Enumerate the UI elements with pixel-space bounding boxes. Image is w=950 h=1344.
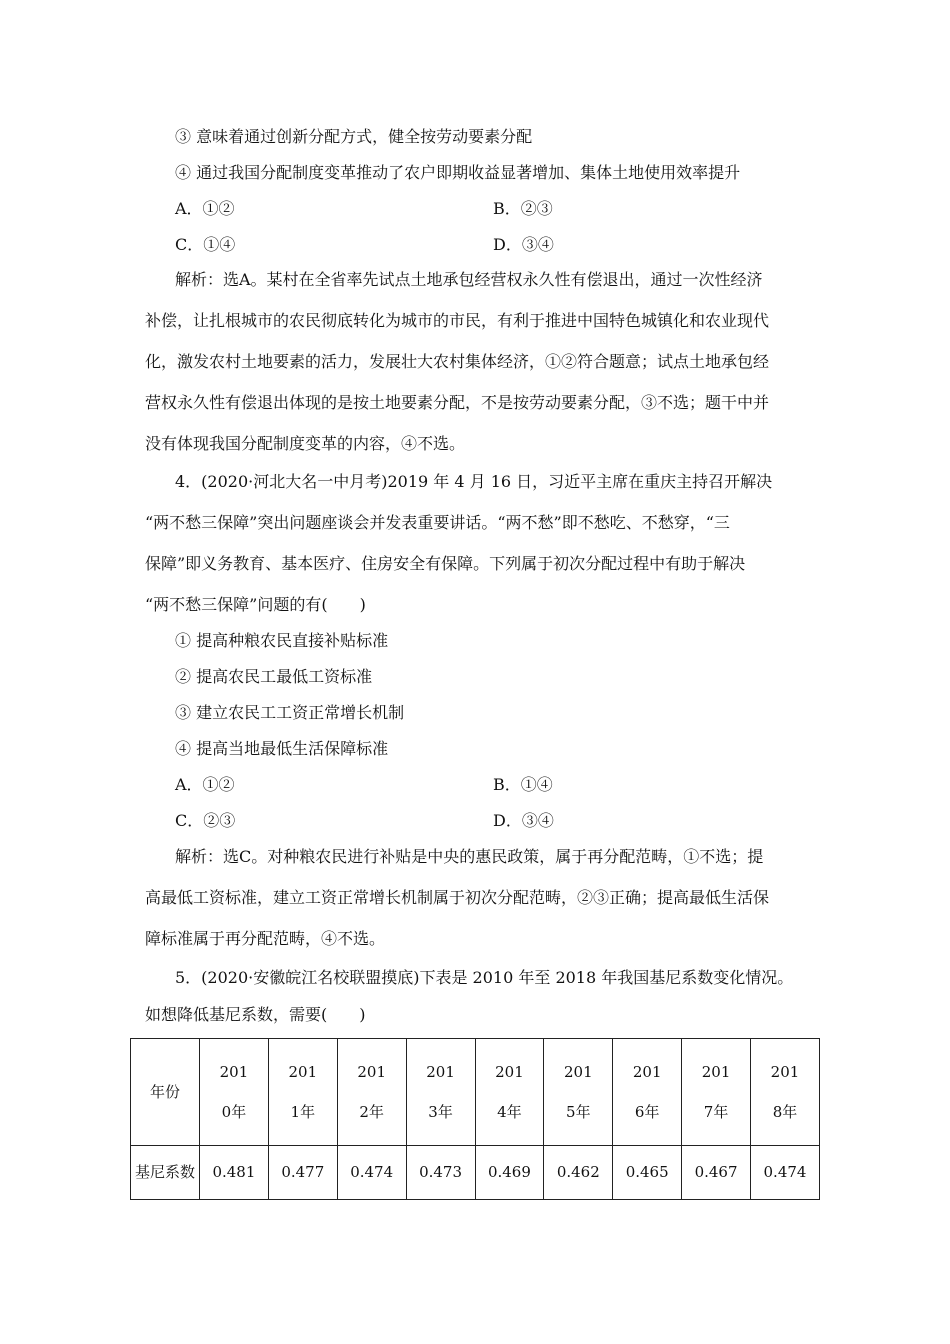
q3-analysis-line: 补偿，让扎根城市的农民彻底转化为城市的市民，有利于推进中国特色城镇化和农业现代 bbox=[145, 311, 770, 330]
q4-item-2: ② 提高农民工最低工资标准 bbox=[175, 667, 373, 686]
q4-analysis-line: 高最低工资标准，建立工资正常增长机制属于初次分配范畴，②③正确；提高最低生活保 bbox=[145, 888, 770, 907]
table-header-cell: 年份 bbox=[131, 1039, 200, 1146]
year-cell: 2016年 bbox=[613, 1039, 682, 1146]
q4-option-c: C．②③ bbox=[175, 811, 236, 830]
year-cell: 2015年 bbox=[544, 1039, 613, 1146]
q3-item-4: ④ 通过我国分配制度变革推动了农户即期收益显著增加、集体土地使用效率提升 bbox=[175, 163, 741, 182]
q4-stem-line: 保障”即义务教育、基本医疗、住房安全有保障。下列属于初次分配过程中有助于解决 bbox=[145, 554, 746, 573]
year-cell: 2013年 bbox=[406, 1039, 475, 1146]
q5-stem-line: 5．(2020·安徽皖江名校联盟摸底)下表是 2010 年至 2018 年我国基尼系数变化情况。 bbox=[175, 968, 794, 987]
q4-item-4: ④ 提高当地最低生活保障标准 bbox=[175, 739, 389, 758]
year-cell: 2011年 bbox=[268, 1039, 337, 1146]
q3-option-b: B．②③ bbox=[493, 199, 553, 218]
q3-option-a: A．①② bbox=[175, 199, 235, 218]
year-cell: 2012年 bbox=[337, 1039, 406, 1146]
q4-stem-line: “两不愁三保障”突出问题座谈会并发表重要讲话。“两不愁”即不愁吃、不愁穿，“三 bbox=[145, 513, 730, 532]
table-header-cell: 基尼系数 bbox=[131, 1145, 200, 1199]
q5-stem-line: 如想降低基尼系数，需要( ) bbox=[145, 1005, 366, 1024]
gini-value-cell: 0.473 bbox=[406, 1145, 475, 1199]
table-row bbox=[131, 1145, 820, 1199]
q4-stem-line: 4．(2020·河北大名一中月考)2019 年 4 月 16 日，习近平主席在重庆主持召开解决 bbox=[175, 472, 773, 491]
q3-option-d: D．③④ bbox=[493, 235, 554, 254]
year-cell: 2018年 bbox=[751, 1039, 820, 1146]
gini-value-cell: 0.474 bbox=[337, 1145, 406, 1199]
gini-value-cell: 0.474 bbox=[751, 1145, 820, 1199]
q4-analysis-line: 解析：选C。对种粮农民进行补贴是中央的惠民政策，属于再分配范畴，①不选；提 bbox=[175, 847, 764, 866]
gini-value-cell: 0.477 bbox=[268, 1145, 337, 1199]
gini-value-cell: 0.467 bbox=[682, 1145, 751, 1199]
q4-option-b: B．①④ bbox=[493, 775, 553, 794]
q4-option-d: D．③④ bbox=[493, 811, 554, 830]
year-cell: 2017年 bbox=[682, 1039, 751, 1146]
q4-option-a: A．①② bbox=[175, 775, 235, 794]
q4-stem-line: “两不愁三保障”问题的有( ) bbox=[145, 595, 366, 614]
gini-value-cell: 0.462 bbox=[544, 1145, 613, 1199]
q4-analysis-line: 障标准属于再分配范畴，④不选。 bbox=[145, 929, 386, 948]
gini-table bbox=[130, 1038, 820, 1200]
q3-option-c: C．①④ bbox=[175, 235, 236, 254]
q3-analysis-line: 营权永久性有偿退出体现的是按土地要素分配，不是按劳动要素分配，③不选；题干中并 bbox=[145, 393, 770, 412]
year-cell: 2014年 bbox=[475, 1039, 544, 1146]
q3-analysis-line: 解析：选A。某村在全省率先试点土地承包经营权永久性有偿退出，通过一次性经济 bbox=[175, 270, 763, 289]
q3-item-3: ③ 意味着通过创新分配方式，健全按劳动要素分配 bbox=[175, 127, 533, 146]
q4-item-1: ① 提高种粮农民直接补贴标准 bbox=[175, 631, 389, 650]
q3-analysis-line: 化，激发农村土地要素的活力，发展壮大农村集体经济，①②符合题意；试点土地承包经 bbox=[145, 352, 770, 371]
q3-analysis-line: 没有体现我国分配制度变革的内容，④不选。 bbox=[145, 434, 466, 453]
table-row bbox=[131, 1039, 820, 1146]
gini-value-cell: 0.481 bbox=[200, 1145, 269, 1199]
gini-value-cell: 0.469 bbox=[475, 1145, 544, 1199]
year-cell: 2010年 bbox=[200, 1039, 269, 1146]
gini-value-cell: 0.465 bbox=[613, 1145, 682, 1199]
q4-item-3: ③ 建立农民工工资正常增长机制 bbox=[175, 703, 405, 722]
